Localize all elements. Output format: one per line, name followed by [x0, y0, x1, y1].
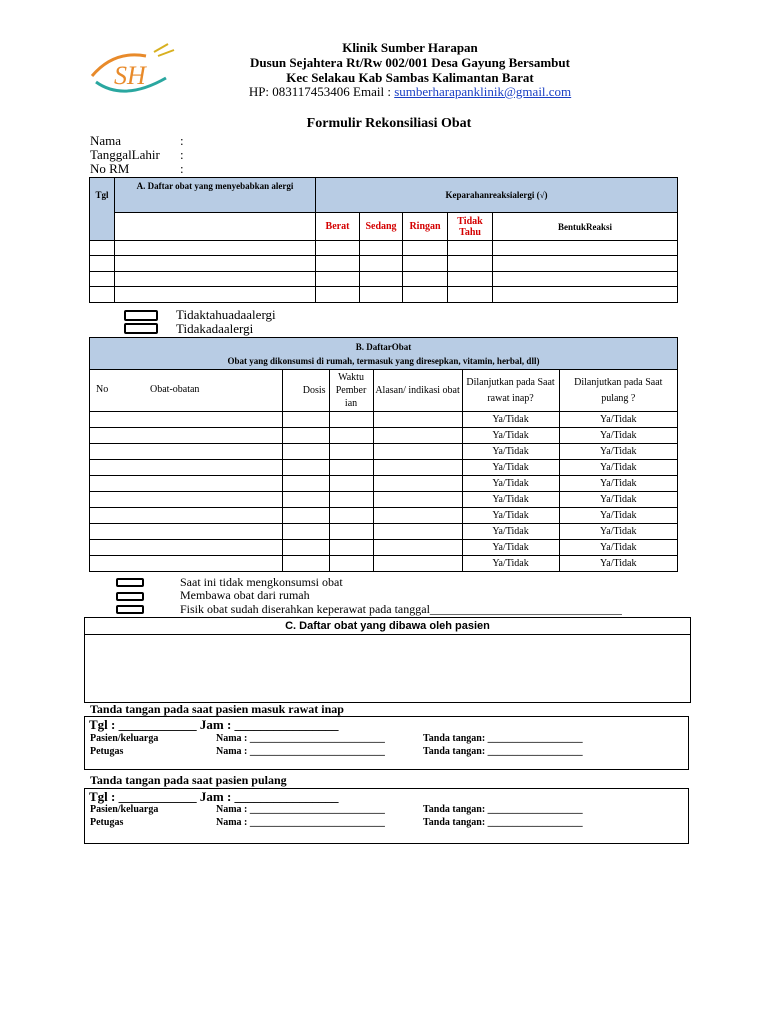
table-row: [90, 412, 678, 428]
signature-in-patient-sign[interactable]: Tanda tangan: ___________________: [423, 733, 583, 744]
yes-no-inap[interactable]: Ya/Tidak: [462, 412, 559, 428]
yes-no-inap[interactable]: Ya/Tidak: [462, 556, 559, 572]
medication-title: B. DaftarObat: [355, 341, 412, 352]
table-row: [90, 272, 678, 287]
yes-no-pulang[interactable]: Ya/Tidak: [559, 492, 677, 508]
yes-no-inap[interactable]: Ya/Tidak: [462, 524, 559, 540]
signature-in-tgl-jam[interactable]: Tgl : ____________ Jam : ________________: [89, 717, 339, 732]
yes-no-pulang[interactable]: Ya/Tidak: [559, 540, 677, 556]
signature-in-role-patient: Pasien/keluarga: [90, 733, 159, 744]
allergy-col-severity: Keparahanreaksialergi (√): [316, 178, 678, 213]
signature-out-patient-sign[interactable]: Tanda tangan: ___________________: [423, 804, 583, 815]
meds-handed-checkbox[interactable]: [116, 605, 144, 614]
bring-meds-checkbox[interactable]: [116, 592, 144, 601]
name-label: Nama: [90, 133, 122, 148]
severity-ringan: Ringan: [403, 213, 448, 241]
med-col-drug: Obat-obatan: [150, 384, 200, 395]
dob-label: TanggalLahir: [90, 147, 160, 162]
yes-no-pulang[interactable]: Ya/Tidak: [559, 444, 677, 460]
not-taking-meds-checkbox[interactable]: [116, 578, 144, 587]
brought-meds-box: [84, 617, 691, 703]
phone-label: HP: 083117453406 Email :: [248, 84, 395, 99]
table-row: [90, 428, 678, 444]
signature-out-staff-sign[interactable]: Tanda tangan: ___________________: [423, 817, 583, 828]
signature-in-staff-sign[interactable]: Tanda tangan: ___________________: [423, 746, 583, 757]
yes-no-inap[interactable]: Ya/Tidak: [462, 508, 559, 524]
allergy-col-drug: A. Daftar obat yang menyebabkan alergi: [115, 178, 316, 213]
table-row: [90, 287, 678, 303]
clinic-logo: [84, 42, 184, 98]
table-row: [90, 556, 678, 572]
medication-header: [90, 338, 678, 370]
yes-no-pulang[interactable]: Ya/Tidak: [559, 412, 677, 428]
med-col-dose: Dosis: [282, 370, 329, 412]
signature-out-tgl-jam[interactable]: Tgl : ____________ Jam : ________________: [89, 789, 339, 804]
severity-sedang: Sedang: [360, 213, 403, 241]
no-allergy-info-label: Tidaktahuadaalergi: [176, 307, 276, 322]
yes-no-pulang[interactable]: Ya/Tidak: [559, 476, 677, 492]
allergy-col-tgl: Tgl: [90, 178, 115, 241]
med-col-cont-inap: Dilanjutkan pada Saat rawat inap?: [462, 370, 559, 412]
no-allergy-label: Tidakadaalergi: [176, 321, 254, 336]
signature-out-staff-name[interactable]: Nama : ___________________________: [216, 817, 385, 828]
table-row: [90, 508, 678, 524]
signature-in-role-staff: Petugas: [90, 746, 124, 757]
rm-label: No RM: [90, 161, 130, 176]
table-row: [90, 256, 678, 272]
signature-out-title: Tanda tangan pada saat pasien pulang: [90, 773, 287, 787]
table-row: [90, 524, 678, 540]
med-col-time: Waktu Pember ian: [329, 370, 373, 412]
email-link[interactable]: sumberharapanklinik@gmail.com: [394, 84, 572, 99]
bring-meds-label: Membawa obat dari rumah: [180, 588, 310, 602]
severity-berat: Berat: [316, 213, 360, 241]
address-line1: Dusun Sejahtera Rt/Rw 002/001 Desa Gayung Bersambut: [250, 55, 570, 70]
not-taking-meds-label: Saat ini tidak mengkonsumsi obat: [180, 575, 343, 589]
logo-text: SH: [114, 61, 146, 90]
allergy-col-form: BentukReaksi: [493, 213, 678, 241]
yes-no-inap[interactable]: Ya/Tidak: [462, 476, 559, 492]
meds-handed-label: Fisik obat sudah diserahkan keperawat pada tanggal________________________________: [180, 602, 622, 616]
clinic-name: Klinik Sumber Harapan: [342, 40, 478, 55]
rm-colon: :: [180, 161, 184, 176]
medication-subtitle: Obat yang dikonsumsi di rumah, termasuk yang diresepkan, vitamin, herbal, dll): [227, 355, 540, 366]
signature-in-title: Tanda tangan pada saat pasien masuk rawat inap: [90, 702, 344, 716]
no-allergy-checkbox[interactable]: [124, 323, 158, 334]
med-col-cont-pulang: Dilanjutkan pada Saat pulang ?: [559, 370, 677, 412]
no-allergy-info-checkbox[interactable]: [124, 310, 158, 321]
yes-no-inap[interactable]: Ya/Tidak: [462, 460, 559, 476]
severity-tidak-tahu: Tidak Tahu: [448, 213, 493, 241]
table-row: [90, 476, 678, 492]
signature-in-patient-name[interactable]: Nama : ___________________________: [216, 733, 385, 744]
yes-no-pulang[interactable]: Ya/Tidak: [559, 428, 677, 444]
med-col-no: No: [96, 384, 109, 395]
address-line2: Kec Selakau Kab Sambas Kalimantan Barat: [286, 70, 534, 85]
yes-no-inap[interactable]: Ya/Tidak: [462, 444, 559, 460]
yes-no-pulang[interactable]: Ya/Tidak: [559, 460, 677, 476]
allergy-drug-subheader: [115, 213, 316, 241]
form-title: Formulir Rekonsiliasi Obat: [306, 116, 472, 131]
name-colon: :: [180, 133, 184, 148]
med-col-reason: Alasan/ indikasi obat: [373, 370, 462, 412]
yes-no-inap[interactable]: Ya/Tidak: [462, 428, 559, 444]
table-row: [90, 460, 678, 476]
table-row: [90, 540, 678, 556]
table-row: [90, 492, 678, 508]
table-row: [90, 444, 678, 460]
med-col-no-drug: [90, 370, 283, 412]
yes-no-pulang[interactable]: Ya/Tidak: [559, 524, 677, 540]
allergy-table: [89, 177, 678, 303]
signature-out-role-patient: Pasien/keluarga: [90, 804, 159, 815]
brought-meds-title: C. Daftar obat yang dibawa oleh pasien: [85, 618, 690, 635]
yes-no-pulang[interactable]: Ya/Tidak: [559, 508, 677, 524]
dob-colon: :: [180, 147, 184, 162]
medication-table: [89, 337, 678, 572]
contact-line: [200, 84, 620, 100]
yes-no-inap[interactable]: Ya/Tidak: [462, 540, 559, 556]
yes-no-pulang[interactable]: Ya/Tidak: [559, 556, 677, 572]
signature-out-patient-name[interactable]: Nama : ___________________________: [216, 804, 385, 815]
yes-no-inap[interactable]: Ya/Tidak: [462, 492, 559, 508]
signature-in-staff-name[interactable]: Nama : ___________________________: [216, 746, 385, 757]
table-row: [90, 241, 678, 256]
signature-out-role-staff: Petugas: [90, 817, 124, 828]
